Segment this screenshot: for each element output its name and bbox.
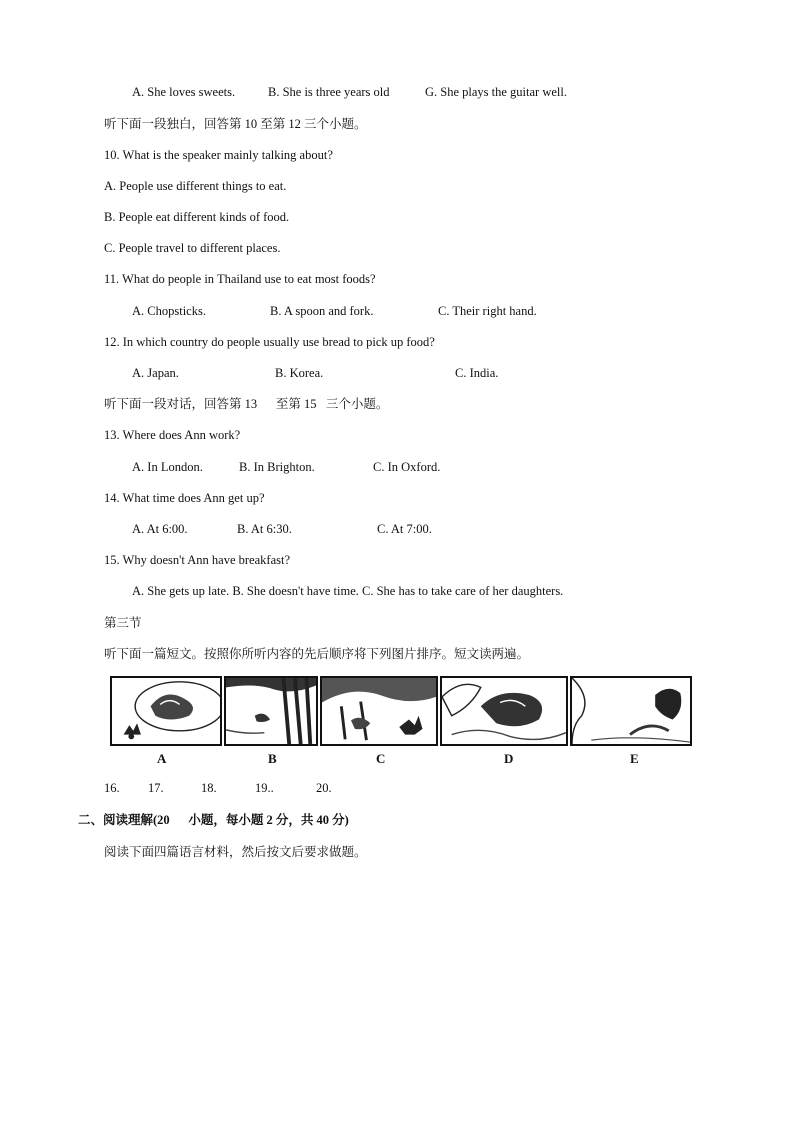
q11-option-c: C. Their right hand. xyxy=(438,304,537,318)
q9-option-a: A. She loves sweets. xyxy=(132,85,236,99)
q13-option-c: C. In Oxford. xyxy=(373,460,441,474)
q11-option-a: A. Chopsticks. xyxy=(132,304,206,318)
section-13-15-intro: 听下面一段对话，回答第 13 至第 15 三个小题。 xyxy=(104,397,389,411)
q13-question: 13. Where does Ann work? xyxy=(104,428,241,442)
answer-number-18: 18. xyxy=(201,781,217,795)
q13-option-b: B. In Brighton. xyxy=(239,460,315,474)
q14-option-a: A. At 6:00. xyxy=(132,522,188,536)
q10-question: 10. What is the speaker mainly talking about? xyxy=(104,148,333,162)
reading-instruction: 阅读下面四篇语言材料，然后按文后要求做题。 xyxy=(104,845,367,859)
q14-question: 14. What time does Ann get up? xyxy=(104,491,265,505)
q12-option-b: B. Korea. xyxy=(275,366,324,380)
q14-option-b: B. At 6:30. xyxy=(237,522,292,536)
q12-option-a: A. Japan. xyxy=(132,366,179,380)
q12-question: 12. In which country do people usually use bread to pick up food? xyxy=(104,335,435,349)
q11-option-b: B. A spoon and fork. xyxy=(270,304,374,318)
picture-label-e: E xyxy=(630,751,639,766)
q11-question: 11. What do people in Thailand use to eat most foods? xyxy=(104,272,376,286)
picture-a xyxy=(110,676,222,746)
answer-number-19: 19.. xyxy=(255,781,274,795)
q13-option-a: A. In London. xyxy=(132,460,203,474)
picture-label-c: C xyxy=(376,751,386,766)
q10-option-c: C. People travel to different places. xyxy=(104,241,281,255)
picture-e xyxy=(570,676,692,746)
q15-options: A. She gets up late. B. She doesn't have time. C. She has to take care of her daughters. xyxy=(132,584,564,598)
answer-number-16: 16. xyxy=(104,781,120,795)
section-10-12-intro: 听下面一段独白，回答第 10 至第 12 三个小题。 xyxy=(104,117,367,131)
q14-option-c: C. At 7:00. xyxy=(377,522,432,536)
part3-instruction: 听下面一篇短文。按照你所听内容的先后顺序将下列图片排序。短文读两遍。 xyxy=(104,647,530,661)
picture-label-b: B xyxy=(268,751,277,766)
q9-option-b: B. She is three years old xyxy=(268,85,390,99)
picture-d xyxy=(440,676,568,746)
part3-heading: 第三节 xyxy=(104,616,142,630)
reading-heading: 二、阅读理解(20 小题，每小题 2 分，共 40 分) xyxy=(78,813,349,827)
q10-option-b: B. People eat different kinds of food. xyxy=(104,210,290,224)
q9-option-c: G. She plays the guitar well. xyxy=(425,85,567,99)
answer-number-20: 20. xyxy=(316,781,332,795)
picture-c xyxy=(320,676,438,746)
q15-question: 15. Why doesn't Ann have breakfast? xyxy=(104,553,290,567)
q12-option-c: C. India. xyxy=(455,366,499,380)
picture-label-d: D xyxy=(504,751,514,766)
answer-number-17: 17. xyxy=(148,781,164,795)
q10-option-a: A. People use different things to eat. xyxy=(104,179,287,193)
picture-label-a: A xyxy=(157,751,167,766)
picture-b xyxy=(224,676,318,746)
